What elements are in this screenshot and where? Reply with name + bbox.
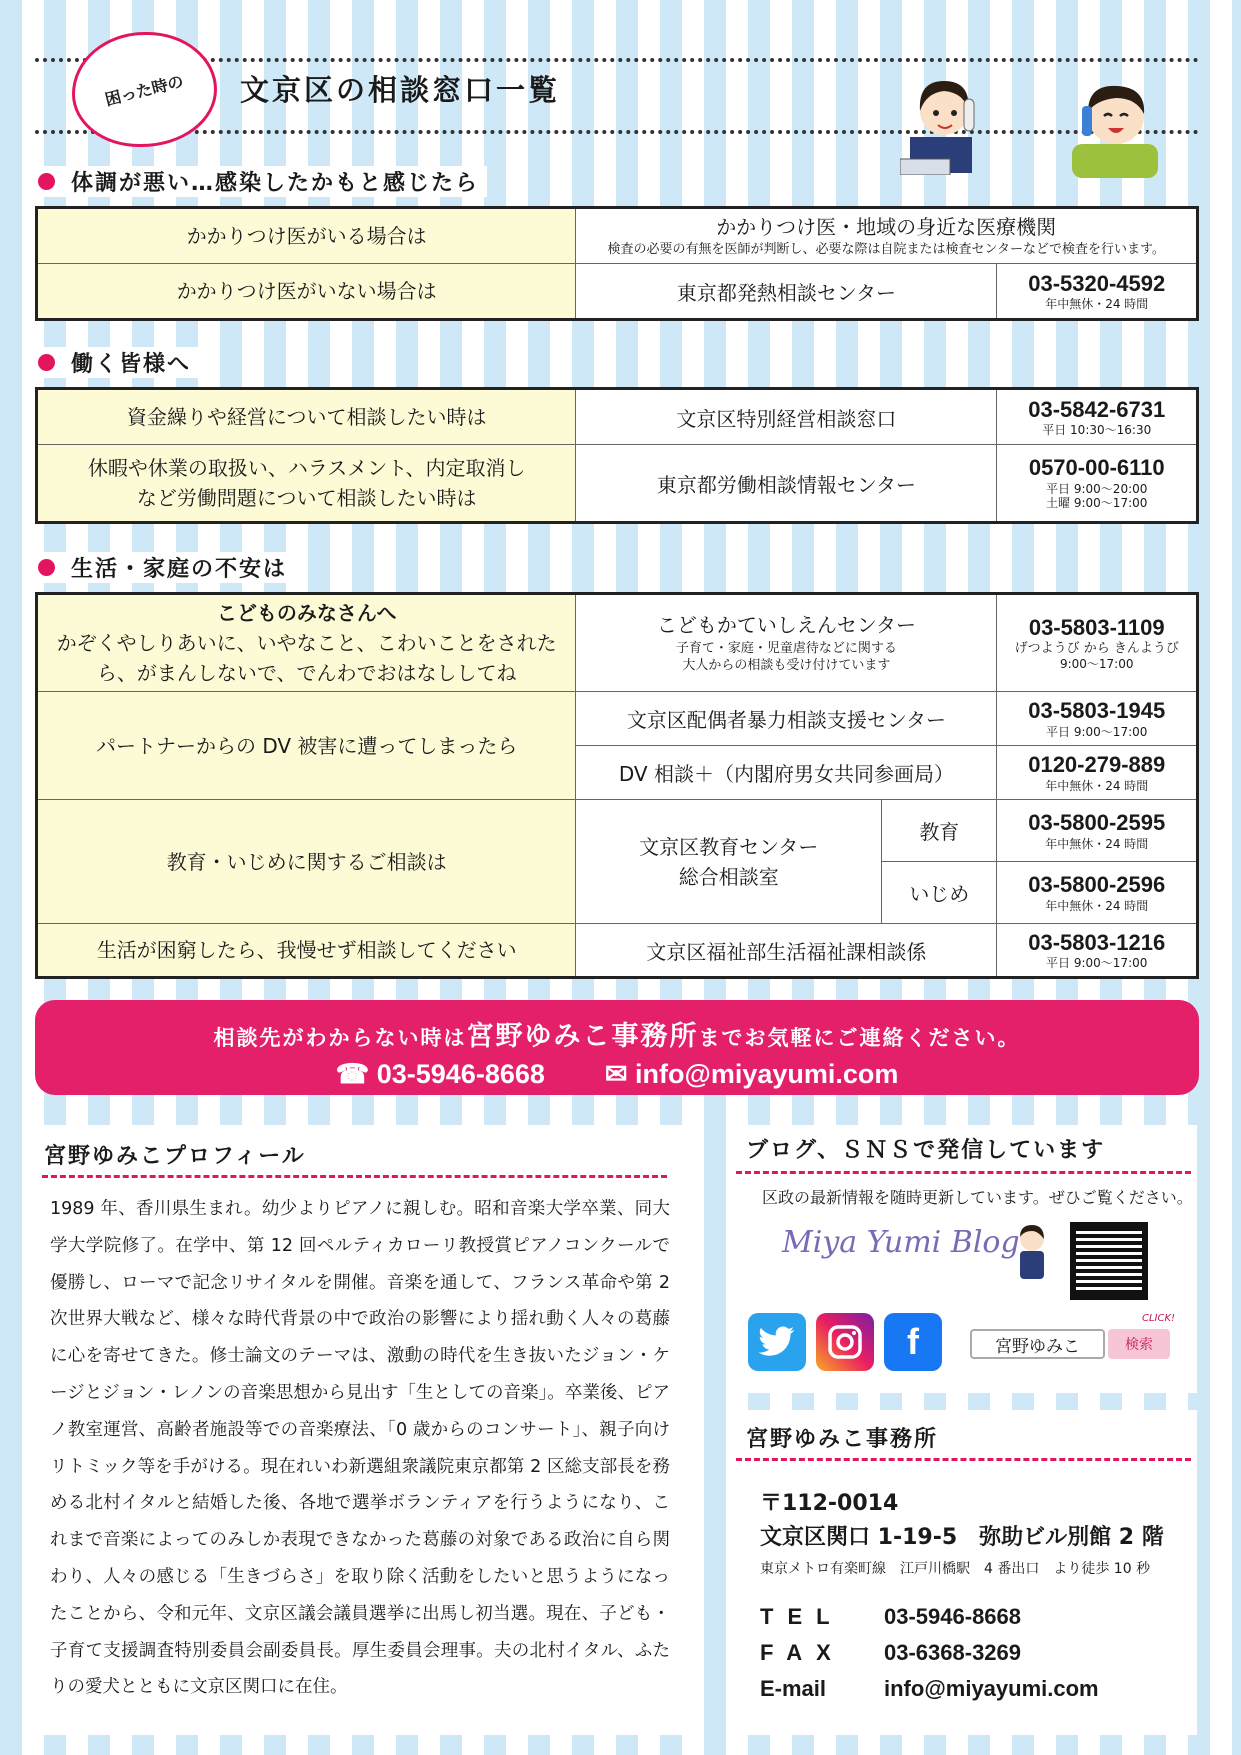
table-row (37, 264, 1198, 320)
sub-category-cell: 教育 (882, 800, 997, 862)
phone-number[interactable]: 0120-279-889 (1028, 752, 1166, 778)
blog-logo[interactable]: Miya Yumi Blog (782, 1225, 1020, 1260)
phone-icon: ☎ (335, 1059, 377, 1089)
condition-cell: 生活が困窮したら、我慢せず相談してください (37, 924, 576, 978)
bullet-dot (38, 559, 55, 576)
condition-cell: 資金繰りや経営について相談したい時は (37, 389, 576, 445)
phone-number[interactable]: 03-5320-4592 (1028, 270, 1166, 296)
phone-number[interactable]: 03-5800-2596 (1028, 872, 1166, 898)
section-heading-health: 体調が悪い…感染したかもと感じたら (38, 166, 487, 197)
click-label: CLICK! (1142, 1313, 1176, 1324)
tel-cell: 03-5320-4592 年中無休・24 時間 (997, 264, 1198, 320)
sns-title: ブログ、ＳＮＳで発信しています (746, 1138, 1106, 1163)
org-cell: 文京区教育センター 総合相談室 (576, 800, 882, 924)
condition-cell: 教育・いじめに関するご相談は (37, 800, 576, 924)
table-life (35, 592, 1199, 979)
phone-number[interactable]: 03-5803-1945 (1028, 698, 1166, 724)
org-cell: 東京都発熱相談センター (576, 264, 997, 320)
phone-number[interactable]: 03-5800-2595 (1028, 810, 1166, 836)
table-row (37, 389, 1198, 445)
mail-icon: ✉ (604, 1059, 636, 1089)
table-work (35, 387, 1199, 524)
condition-cell: かかりつけ医がいる場合は (37, 208, 576, 264)
table-health (35, 206, 1199, 321)
profile-title: 宮野ゆみこプロフィール (44, 1144, 306, 1169)
dotted-rule-bottom (35, 130, 1199, 134)
contact-banner (35, 1000, 1199, 1095)
facebook-icon[interactable]: f (884, 1313, 942, 1371)
banner-email[interactable]: ✉ info@miyayumi.com (604, 1059, 899, 1089)
office-address: 文京区関口 1-19-5 弥助ビル別館 2 階 (760, 1525, 1164, 1550)
table-row (37, 208, 1198, 264)
table-row (37, 800, 1198, 862)
phone-number[interactable]: 03-5803-1216 (1028, 929, 1166, 955)
profile-body: 1989 年、香川県生まれ。幼少よりピアノに親しむ。昭和音楽大学卒業、同大学大学院修了。在学中、第 12 回ペルティカローリ教授賞ピアノコンクールで優勝し、ローマで記念リサイタルを開催。音楽を通して、フランス革命や第 2 次世界大戦など、様々な時代背景の中で政治の影響により揺れ動く人々の葛藤に心を寄せてきた。修士論文のテーマは、激動の時代を生き抜いたジョン・ケージとジョン・レノンの音楽思想から見出す「生としての音楽」。卒業後、ピアノ教室運営、高齢者施設等での音楽療法、「0 歳からのコンサート」、親子向けリトミック等を手がける。現在れいわ新選組衆議院東京都第 2 区総支部長を務める北村イタルと結婚した後、各地で選挙ボランティアを行うようになり、これまで音楽によってのみしか表現できなかった葛藤の対象である政治に自ら関わり、人々の感じる「生きづらさ」を取り除く活動をしたいと思うようになったことから、令和元年、文京区議会議員選挙に出馬し初当選。現在、子ども・子育て支援調査特別委員会副委員長。厚生委員会理事。夫の北村イタル、ふたりの愛犬とともに文京区関口に在住。 (50, 1199, 670, 1698)
tel-cell: 03-5803-1945 平日 9:00～17:00 (997, 692, 1198, 746)
phone-number[interactable]: 03-5803-1109 (1028, 614, 1165, 640)
condition-cell: かかりつけ医がいない場合は (37, 264, 576, 320)
office-email[interactable]: E-mail info@miyayumi.com (760, 1676, 1099, 1701)
page-title: 文京区の相談窓口一覧 (240, 73, 561, 107)
tel-cell: 03-5800-2595 年中無休・24 時間 (997, 800, 1198, 862)
section-heading-life: 生活・家庭の不安は (38, 552, 295, 583)
office-access: 東京メトロ有楽町線 江戸川橋駅 4 番出口 より徒歩 10 秒 (760, 1561, 1151, 1577)
sns-description: 区政の最新情報を随時更新しています。ぜひご覧ください。 (762, 1188, 1193, 1207)
cloud-badge: 困った時の (72, 32, 217, 147)
bullet-dot (38, 354, 55, 371)
condition-cell: 休暇や休業の取扱い、ハラスメント、内定取消しなど労働問題について相談したい時は (37, 445, 576, 523)
dotted-rule-top (35, 58, 1199, 62)
blog-mascot-icon (1010, 1223, 1054, 1283)
tel-cell: 03-5800-2596 年中無休・24 時間 (997, 862, 1198, 924)
condition-cell: パートナーからの DV 被害に遭ってしまったら (37, 692, 576, 800)
banner-phone[interactable]: ☎ 03-5946-8668 (335, 1059, 545, 1089)
table-row (37, 445, 1198, 523)
table-row (37, 692, 1198, 746)
org-cell: 東京都労働相談情報センター (576, 445, 997, 523)
office-tel[interactable]: TEL 03-5946-8668 (760, 1604, 1022, 1629)
profile-panel (22, 1125, 687, 1735)
tel-cell: 03-5803-1216 平日 9:00～17:00 (997, 924, 1198, 978)
postal-code: 〒112-0014 (760, 1491, 899, 1516)
table-row (37, 924, 1198, 978)
tel-cell: 0120-279-889 年中無休・24 時間 (997, 746, 1198, 800)
org-cell: かかりつけ医・地域の身近な医療機関 検査の必要の有無を医師が判断し、必要な際は自院または検査センターなどで検査を行います。 (576, 208, 1198, 264)
phone-number[interactable]: 03-5842-6731 (1028, 396, 1166, 422)
office-panel (730, 1410, 1197, 1735)
org-cell: DV 相談＋（内閣府男女共同参画局） (576, 746, 997, 800)
tel-cell: 0570-00-6110 平日 9:00～20:00 土曜 9:00～17:00 (997, 445, 1198, 523)
divider (42, 1175, 667, 1178)
bullet-dot (38, 173, 55, 190)
search-input[interactable]: 宮野ゆみこ (970, 1329, 1105, 1359)
org-cell: 文京区配偶者暴力相談支援センター (576, 692, 997, 746)
sns-panel (730, 1125, 1197, 1393)
divider (736, 1458, 1191, 1461)
banner-message: 相談先がわからない時は宮野ゆみこ事務所までお気軽にご連絡ください。 (213, 1021, 1021, 1052)
phone-number[interactable]: 0570-00-6110 (1028, 455, 1165, 481)
banner-contacts (35, 1059, 1199, 1090)
table-row (37, 594, 1198, 692)
qr-code-icon[interactable] (1070, 1222, 1148, 1300)
org-cell: 文京区福祉部生活福祉課相談係 (576, 924, 997, 978)
tel-cell: 03-5803-1109 げつようび から きんようび 9:00～17:00 (997, 594, 1198, 692)
office-fax: FAX 03-6368-3269 (760, 1640, 1022, 1665)
sub-category-cell: いじめ (882, 862, 997, 924)
divider (736, 1171, 1191, 1174)
org-cell: こどもかていしえんセンター 子育て・家庭・児童虐待などに関する 大人からの相談も受け付けています (576, 594, 997, 692)
caller-illustration (1060, 78, 1180, 178)
instagram-icon[interactable] (816, 1313, 874, 1371)
twitter-icon[interactable] (748, 1313, 806, 1371)
section-heading-work: 働く皆様へ (38, 347, 199, 378)
office-title: 宮野ゆみこ事務所 (746, 1427, 939, 1452)
org-cell: 文京区特別経営相談窓口 (576, 389, 997, 445)
receptionist-illustration (900, 75, 1010, 175)
search-button[interactable]: 検索 (1108, 1329, 1170, 1359)
condition-cell: こどものみなさんへ かぞくやしりあいに、いやなこと、こわいことをされたら、がまんしないで、でんわでおはなししてね (37, 594, 576, 692)
tel-cell: 03-5842-6731 平日 10:30～16:30 (997, 389, 1198, 445)
